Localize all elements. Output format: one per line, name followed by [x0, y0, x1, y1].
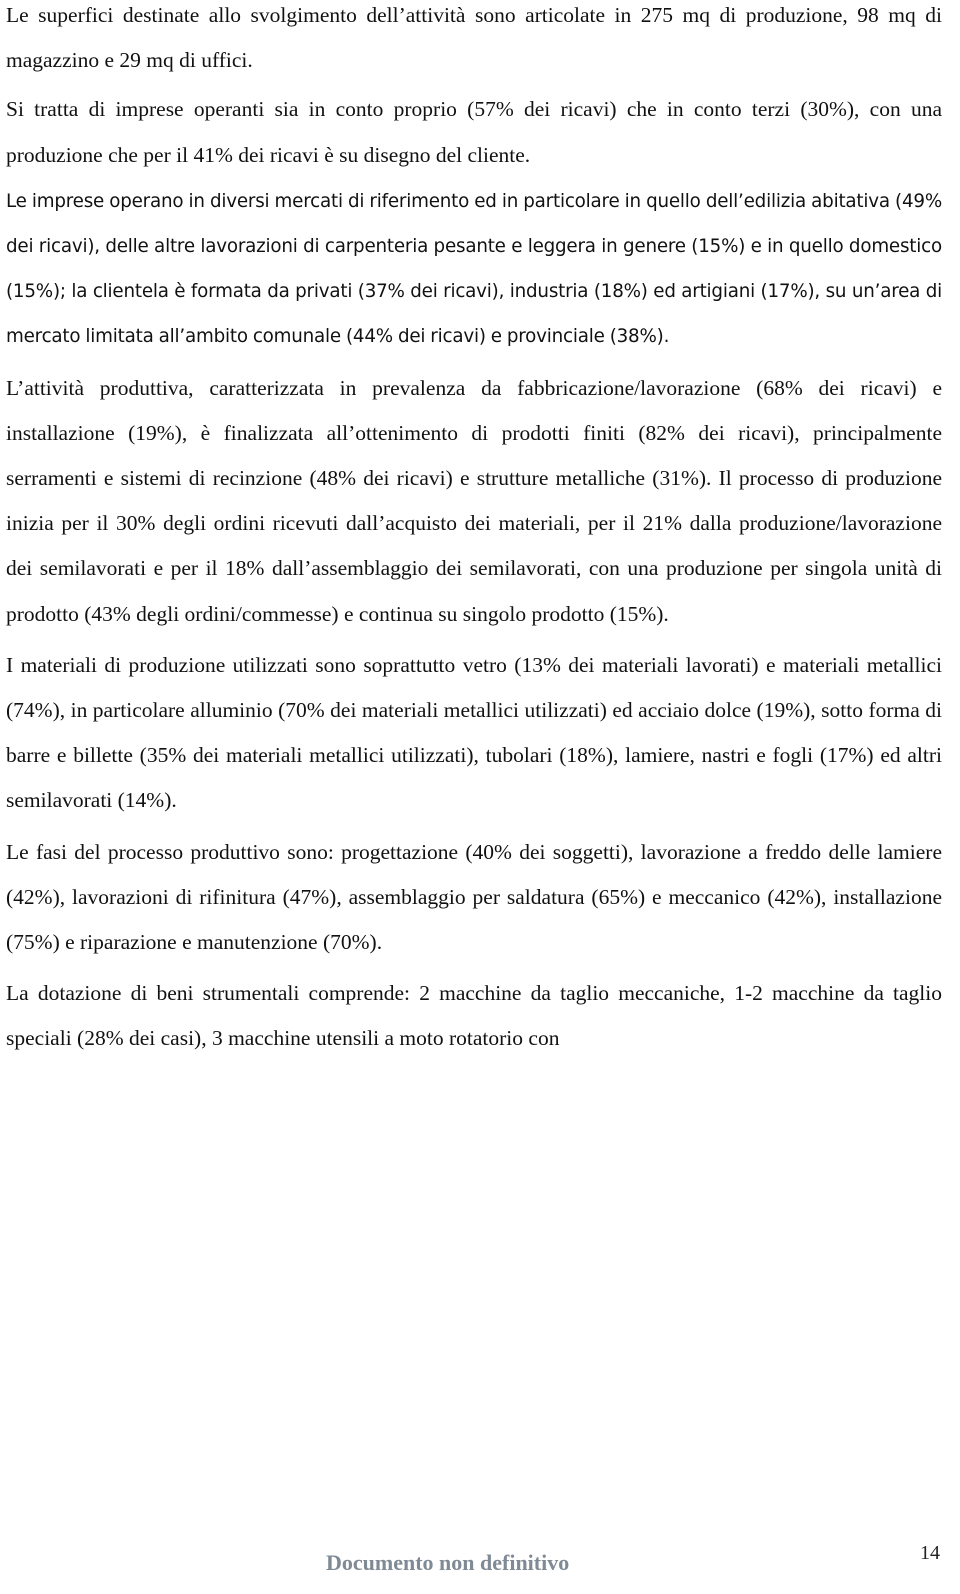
paragraph-markets: Le imprese operano in diversi mercati di riferimento ed in particolare in quello dell’edilizia abitativa (49% dei ricavi), delle altre lavorazioni di carpenteria pesante e leggera in genere (15%) e in quello domestico (15%); la clientela è formata da privati (37% dei ricavi), industria (18%) ed artigiani (17%), su un’area di mercato limitata all’ambito comunale (44% dei ricavi) e provinciale (38%). [6, 190, 942, 348]
document-page [6, 0, 942, 1062]
paragraph-process-phases: Le fasi del processo produttivo sono: progettazione (40% dei soggetti), lavorazione a freddo delle lamiere (42%), lavorazioni di rifinitura (47%), assemblaggio per saldatura (65%) e meccanico (42%), installazione (75%) e riparazione e manutenzione (70%). [6, 839, 942, 955]
page-number: 14 [920, 1542, 940, 1564]
page-footer [0, 1542, 960, 1582]
paragraph-equipment: La dotazione di beni strumentali comprende: 2 macchine da taglio meccaniche, 1-2 macchine da taglio speciali (28% dei casi), 3 macchine utensili a moto rotatorio con [6, 981, 942, 1051]
document-status-label: Documento non definitivo [326, 1550, 570, 1575]
paragraph-surfaces: Le superfici destinate allo svolgimento dell’attività sono articolate in 275 mq di produzione, 98 mq di magazzino e 29 mq di uffici. [6, 3, 942, 73]
paragraph-production-type: Si tratta di imprese operanti sia in conto proprio (57% dei ricavi) che in conto terzi (30%), con una produzione che per il 41% dei ricavi è su disegno del cliente. [6, 97, 942, 167]
paragraph-production-activity: L’attività produttiva, caratterizzata in prevalenza da fabbricazione/lavorazione (68% dei ricavi) e installazione (19%), è finalizzata all’ottenimento di prodotti finiti (82% dei ricavi), principalmente serramenti e sistemi di recinzione (48% dei ricavi) e strutture metalliche (31%). Il processo di produzione inizia per il 30% degli ordini ricevuti dall’acquisto dei materiali, per il 21% dalla produzione/lavorazione dei semilavorati e per il 18% dall’assemblaggio dei semilavorati, con una produzione per singola unità di prodotto (43% degli ordini/commesse) e continua su singolo prodotto (15%). [6, 375, 942, 626]
paragraph-materials: I materiali di produzione utilizzati sono soprattutto vetro (13% dei materiali lavorati) e materiali metallici (74%), in particolare alluminio (70% dei materiali metallici utilizzati) ed acciaio dolce (19%), sotto forma di barre e billette (35% dei materiali metallici utilizzati), tubolari (18%), lamiere, nastri e fogli (17%) ed altri semilavorati (14%). [6, 652, 942, 813]
